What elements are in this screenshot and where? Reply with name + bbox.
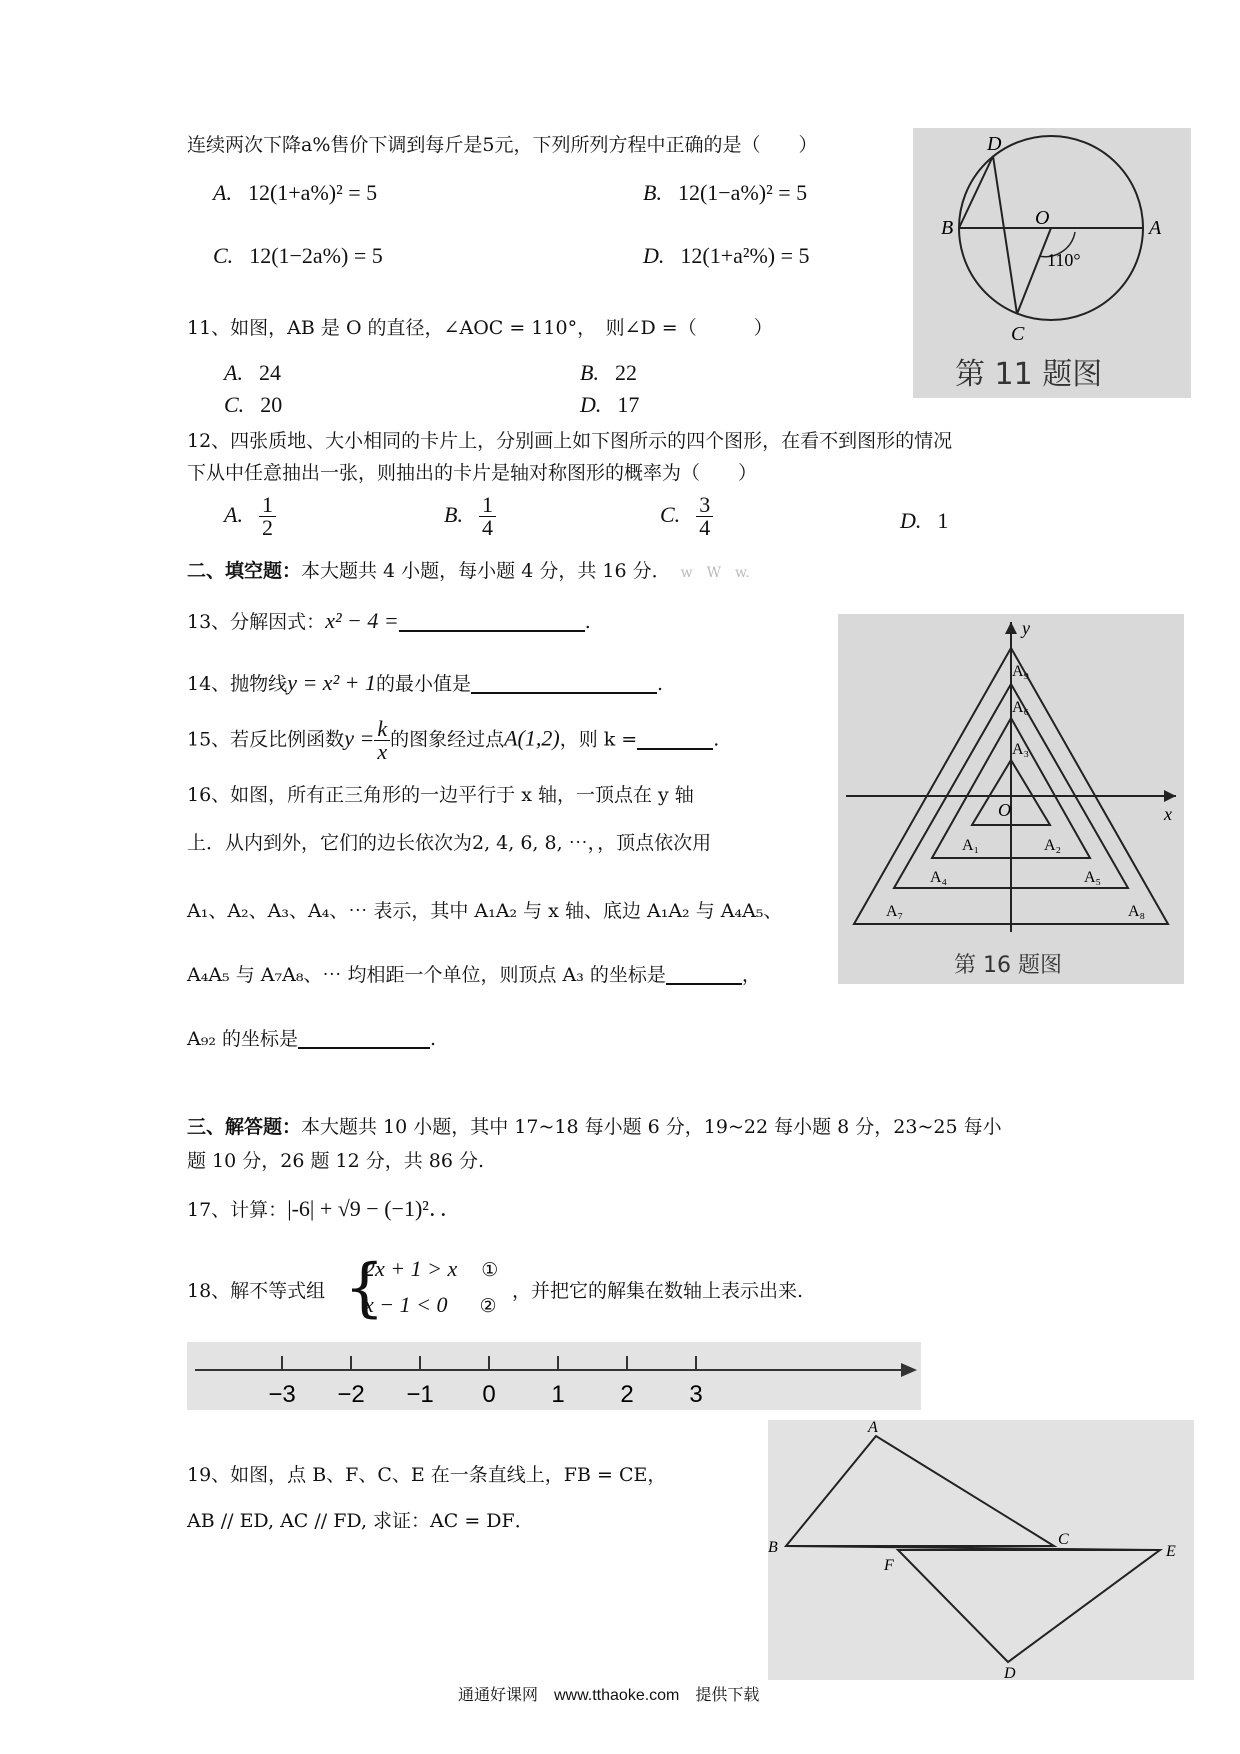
- q10-option-c: C. 12(1−2a%) = 5: [213, 243, 383, 268]
- q13-answer-blank: [399, 610, 585, 632]
- section-3-line-1: 三、解答题：本大题共 10 小题，其中 17~18 每小题 6 分，19~22 每小题 8 分，23~25 每小: [187, 1116, 1002, 1138]
- axis-y-label: y: [1022, 618, 1030, 638]
- label-d: D: [1004, 1665, 1016, 1680]
- q10-option-b: B. 12(1−a%)² = 5: [643, 180, 808, 205]
- label-a8: A₈: [1128, 903, 1146, 920]
- label-a6: A₆: [1012, 699, 1030, 716]
- q14: 14、抛物线y = x² + 1的最小值是 .: [187, 670, 664, 695]
- label-a1: A₁: [962, 837, 980, 854]
- triangles-bfce-diagram: [768, 1420, 1194, 1680]
- tick-label-2: −1: [406, 1381, 434, 1408]
- label-a: A: [1149, 217, 1162, 239]
- q12-option-d: D. 1: [900, 508, 949, 533]
- q15-answer-blank: [637, 728, 713, 750]
- label-f: F: [884, 1557, 894, 1574]
- q16-line-1: 16、如图，所有正三角形的一边平行于 x 轴，一顶点在 y 轴: [187, 784, 694, 806]
- q11-option-b: B. 22: [580, 360, 637, 385]
- figure-caption: 第 16 题图: [954, 953, 1062, 978]
- label-a4: A₄: [930, 869, 948, 886]
- tick-label-6: 3: [689, 1381, 703, 1408]
- origin-label: O: [998, 800, 1011, 820]
- figure-q19: [768, 1420, 1194, 1680]
- q18-stem: 18、解不等式组: [187, 1280, 326, 1302]
- number-line: [187, 1342, 921, 1410]
- label-a7: A₇: [886, 903, 904, 920]
- q11-option-c: C. 20: [224, 392, 283, 417]
- circle-diagram: [913, 128, 1191, 398]
- triangles-diagram: [838, 614, 1184, 984]
- tick-label-4: 1: [551, 1381, 565, 1408]
- figure-q11: [913, 128, 1191, 398]
- q19-line-2: AB // ED, AC // FD, 求证：AC = DF．: [187, 1510, 534, 1532]
- label-b: B: [941, 217, 954, 239]
- label-a3: A₃: [1012, 741, 1030, 758]
- tick-label-1: −2: [337, 1381, 365, 1408]
- label-e: E: [1166, 1543, 1176, 1560]
- q10-stem: 连续两次下降a%售价下调到每斤是5元，下列所列方程中正确的是（ ）: [187, 134, 818, 156]
- q16-line-2: 上．从内到外，它们的边长依次为2, 4, 6, 8, ⋯，，顶点依次用: [187, 832, 712, 854]
- q12-option-b: B. $\frac{1}{4}$: [444, 494, 496, 539]
- label-c: C: [1011, 323, 1025, 345]
- label-o: O: [1035, 207, 1050, 229]
- figure-caption: 第 11 题图: [955, 357, 1103, 392]
- q19-line-1: 19、如图，点 B、F、C、E 在一条直线上，FB = CE，: [187, 1464, 667, 1486]
- label-c: C: [1058, 1531, 1069, 1548]
- label-d: D: [987, 133, 1002, 155]
- tick-label-5: 2: [620, 1381, 634, 1408]
- q17: 17、计算：|-6| + √9 − (−1)²．．: [187, 1196, 462, 1221]
- q16-line-3: A₁、A₂、A₃、A₄、⋯ 表示，其中 A₁A₂ 与 x 轴、底边 A₁A₂ 与 A₄A₅、: [187, 900, 783, 922]
- q10-option-a: A. 12(1+a%)² = 5: [213, 180, 378, 205]
- section-2-heading: 二、填空题：本大题共 4 小题，每小题 4 分，共 16 分． w W w.: [187, 560, 750, 582]
- label-a: A: [868, 1420, 878, 1436]
- q12-option-a: A. $\frac{1}{2}$: [224, 494, 276, 539]
- q12-line-1: 12、四张质地、大小相同的卡片上，分别画上如下图所示的四个图形，在看不到图形的情况: [187, 430, 953, 452]
- label-a2: A₂: [1044, 837, 1062, 854]
- q15: 15、若反比例函数y = $\frac{k}{x}$ 的图象经过点A(1,2)，则 k = .: [187, 716, 720, 764]
- q18-inequality-1: 2x + 1 > x ①: [364, 1256, 499, 1281]
- q16-line-5: A₉₂ 的坐标是 .: [187, 1028, 437, 1050]
- label-a9: A₉: [1012, 663, 1030, 680]
- tick-label-3: 0: [482, 1381, 496, 1408]
- q11-option-d: D. 17: [580, 392, 640, 417]
- brace: {: [344, 1251, 385, 1325]
- q11-stem: 11、如图，AB 是 O 的直径，∠AOC = 110°， 则∠D =（ ）: [187, 317, 773, 339]
- q10-option-d: D. 12(1+a²%) = 5: [643, 243, 810, 268]
- tick-label-0: −3: [268, 1381, 296, 1408]
- q14-answer-blank: [471, 672, 657, 694]
- q16-a3-answer-blank: [666, 963, 742, 985]
- q13: 13、分解因式：x² − 4 = .: [187, 608, 591, 633]
- q16-a92-answer-blank: [298, 1027, 430, 1049]
- q16-line-4: A₄A₅ 与 A₇A₈、⋯ 均相距一个单位，则顶点 A₃ 的坐标是 ，: [187, 964, 761, 986]
- label-b: B: [768, 1539, 778, 1556]
- q11-option-a: A. 24: [224, 360, 281, 385]
- section-3-line-2: 题 10 分，26 题 12 分，共 86 分.: [187, 1150, 485, 1172]
- q12-line-2: 下从中任意抽出一张，则抽出的卡片是轴对称图形的概率为（ ）: [187, 462, 758, 484]
- axis-x-label: x: [1164, 804, 1172, 824]
- figure-q16: [838, 614, 1184, 984]
- q18-tail: ，并把它的解集在数轴上表示出来.: [512, 1280, 804, 1302]
- q18-inequality-2: x − 1 < 0 ②: [364, 1292, 497, 1317]
- label-a5: A₅: [1084, 869, 1102, 886]
- angle-label: 110°: [1047, 250, 1081, 270]
- footer-text: 通通好课网 www.tthaoke.com 提供下载: [458, 1687, 760, 1704]
- q12-option-c: C. $\frac{3}{4}$: [660, 494, 713, 539]
